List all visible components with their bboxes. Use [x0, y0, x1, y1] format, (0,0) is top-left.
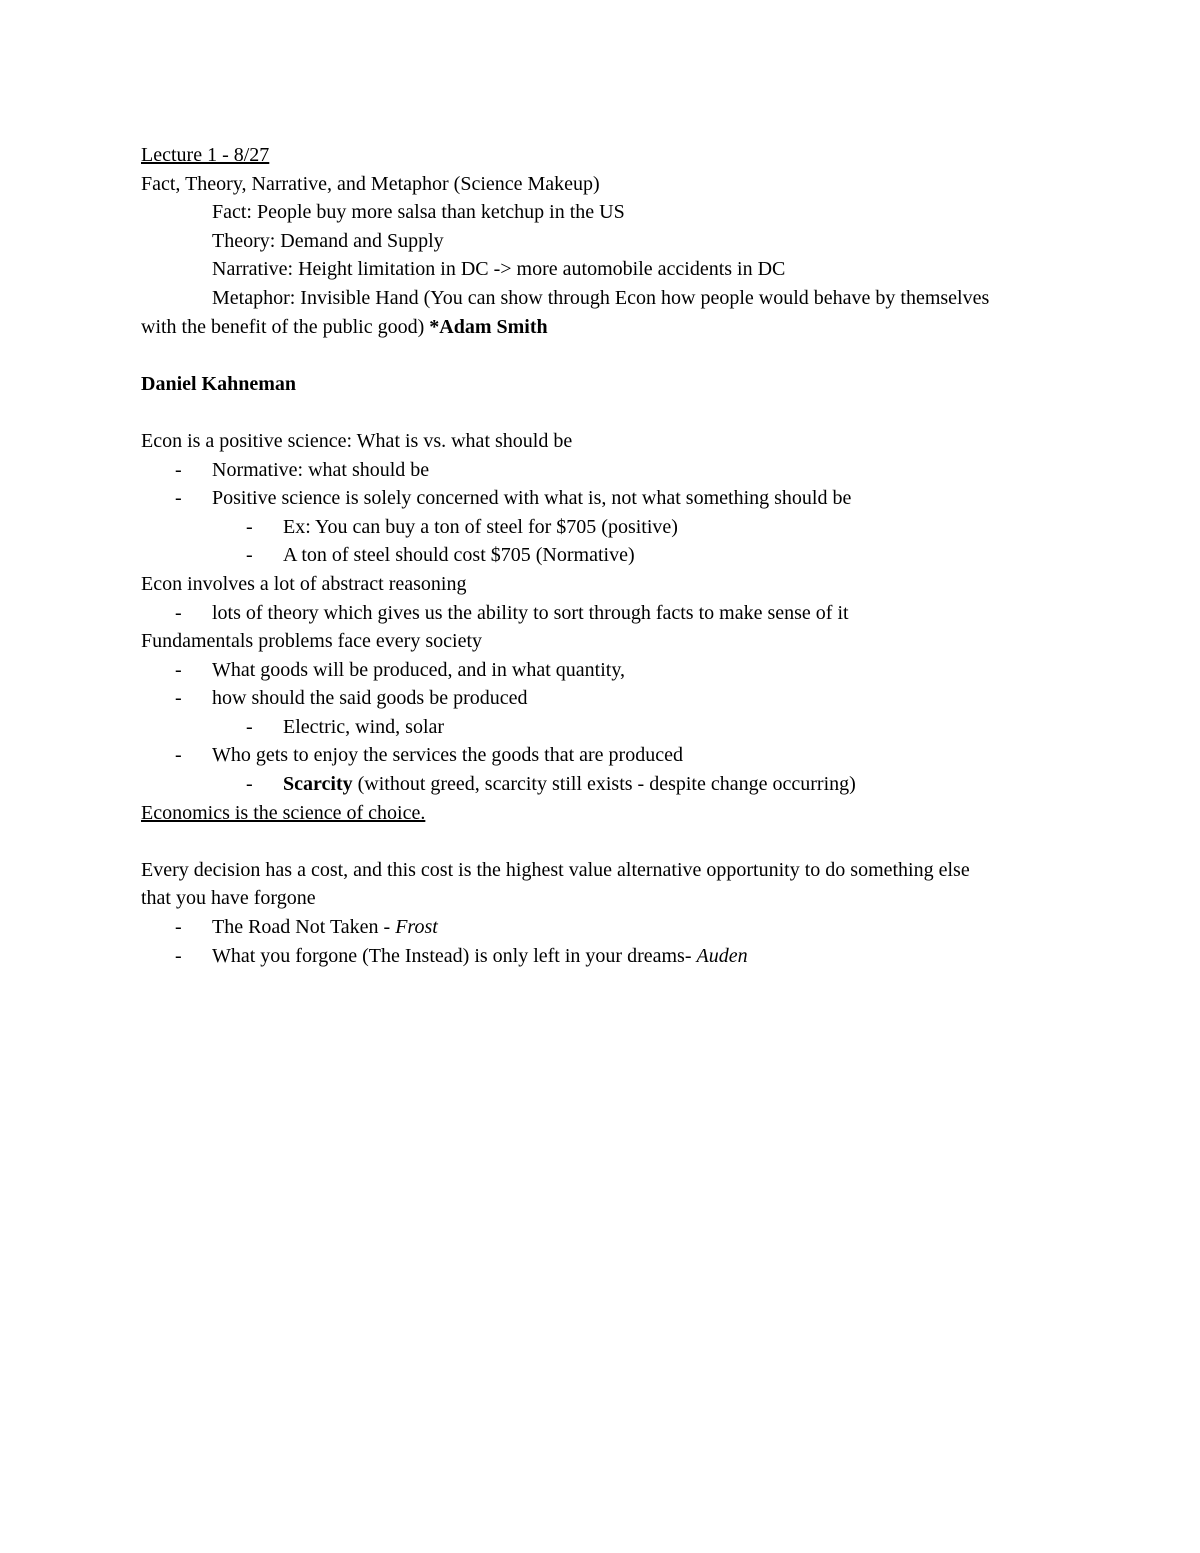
positive-science-title: Econ is a positive science: What is vs. what should be [141, 429, 573, 452]
list-item [141, 684, 1061, 713]
list-item [141, 541, 1061, 570]
list-item [141, 599, 1061, 628]
cost-line-continuation: that you have forgone [141, 887, 316, 910]
bullet-how-produced: how should the said goods be produced [212, 687, 528, 710]
metaphor-line: Metaphor: Invisible Hand (You can show through Econ how people would behave by themselves [212, 286, 990, 309]
bullet-normative: Normative: what should be [212, 458, 430, 481]
bullet-theory: lots of theory which gives us the ability to sort through facts to make sense of it [212, 601, 849, 624]
bullet-positive: Positive science is solely concerned with what is, not what something should be [212, 487, 852, 510]
bullet-dash: - [246, 544, 253, 567]
scarcity-description: (without greed, scarcity still exists - despite change occurring) [352, 773, 856, 796]
list-item [141, 942, 1061, 971]
bullet-forgone: What you forgone (The Instead) is only left in your dreams- [212, 944, 697, 967]
list-item [141, 770, 1061, 799]
abstract-title: Econ involves a lot of abstract reasoning [141, 572, 467, 595]
bullet-dash: - [175, 601, 182, 624]
kahneman-heading: Daniel Kahneman [141, 372, 297, 395]
sub-bullet-normative: A ton of steel should cost $705 (Normative) [283, 544, 635, 567]
list-item [141, 456, 1061, 485]
bullet-dash: - [175, 744, 182, 767]
adam-smith-attribution: *Adam Smith [429, 315, 548, 338]
metaphor-continuation-text: with the benefit of the public good) [141, 315, 430, 338]
bullet-dash: - [175, 658, 182, 681]
cost-line: Every decision has a cost, and this cost is the highest value alternative opportunity to do something else [141, 858, 970, 881]
bullet-dash: - [175, 944, 182, 967]
list-item [141, 484, 1061, 513]
theory-line: Theory: Demand and Supply [212, 229, 444, 252]
spacer [141, 398, 1061, 427]
bullet-dash: - [246, 715, 253, 738]
economics-definition [141, 799, 1061, 828]
sub-bullet-example: Ex: You can buy a ton of steel for $705 (positive) [283, 515, 678, 538]
scarcity-term: Scarcity [283, 773, 353, 796]
fundamentals-title: Fundamentals problems face every society [141, 630, 482, 653]
bullet-dash: - [175, 487, 182, 510]
lecture-heading-text: Lecture 1 - 8/27 [141, 144, 270, 166]
fact-line: Fact: People buy more salsa than ketchup in the US [212, 201, 625, 224]
list-item [141, 913, 1061, 942]
bullet-road-not-taken: The Road Not Taken - [212, 916, 396, 939]
list-item [141, 513, 1061, 542]
economics-definition-text: Economics is the science of choice. [141, 801, 426, 824]
lecture-heading [141, 141, 1061, 170]
science-makeup-line: Fact, Theory, Narrative, and Metaphor (Science Makeup) [141, 172, 600, 195]
bullet-dash: - [246, 515, 253, 538]
auden-attribution: Auden [696, 944, 748, 967]
spacer [141, 341, 1061, 370]
frost-attribution: Frost [395, 916, 438, 939]
spacer [141, 827, 1061, 856]
bullet-dash: - [246, 773, 253, 796]
bullet-dash: - [175, 687, 182, 710]
list-item [141, 713, 1061, 742]
list-item [141, 656, 1061, 685]
bullet-who-enjoys: Who gets to enjoy the services the goods that are produced [212, 744, 683, 767]
bullet-dash: - [175, 916, 182, 939]
document-body [141, 141, 1061, 970]
bullet-dash: - [175, 458, 182, 481]
metaphor-continuation [141, 313, 1061, 342]
list-item [141, 741, 1061, 770]
sub-bullet-energy: Electric, wind, solar [283, 715, 445, 738]
narrative-line: Narrative: Height limitation in DC -> more automobile accidents in DC [212, 258, 786, 281]
bullet-what-goods: What goods will be produced, and in what quantity, [212, 658, 626, 681]
